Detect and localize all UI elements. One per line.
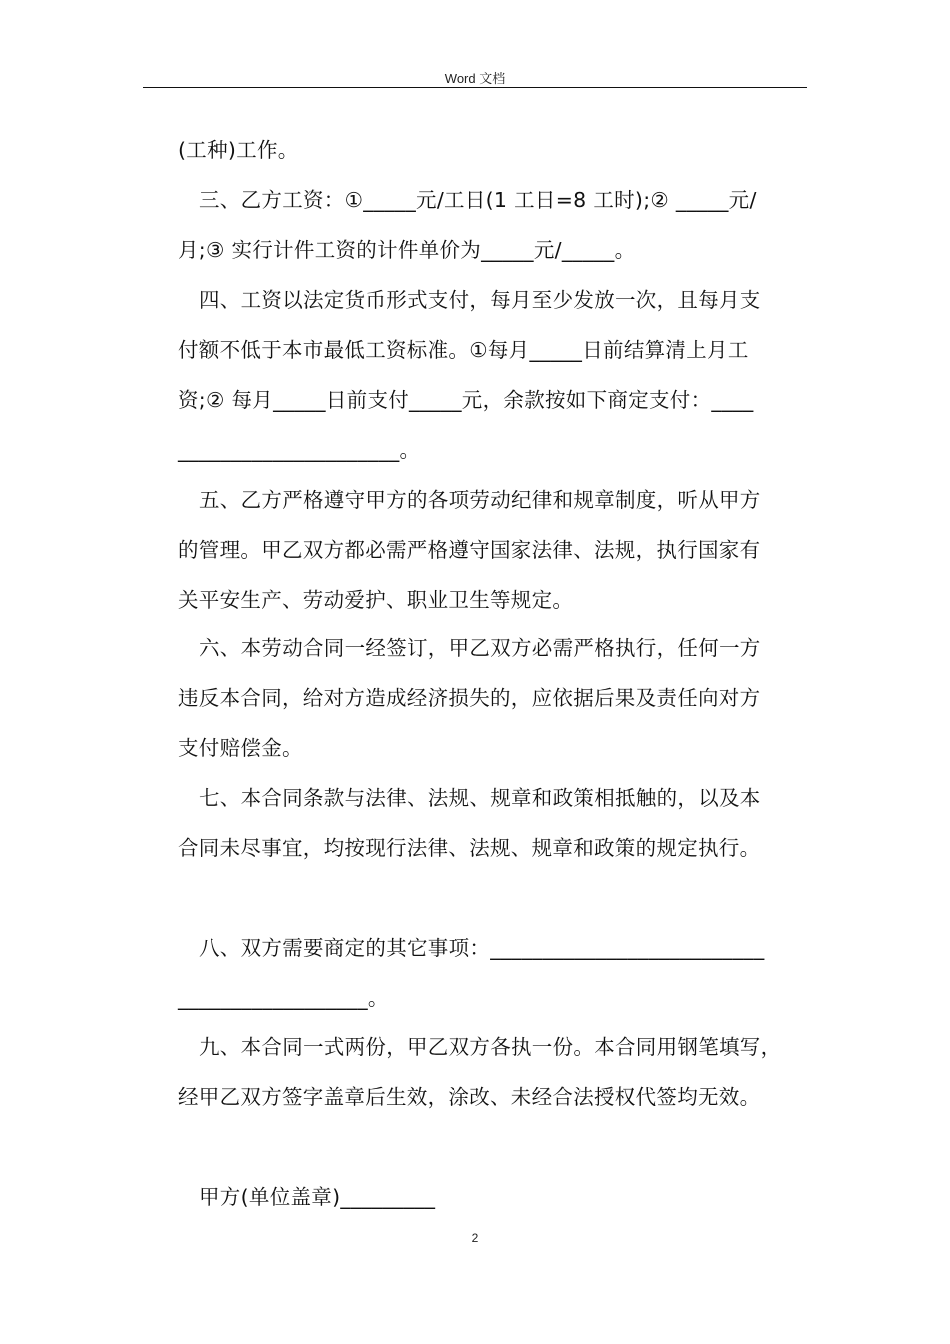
text-line: 六、本劳动合同一经签订，甲乙双方必需严格执行，任何一方	[199, 636, 761, 660]
text-line: _____________________。	[178, 438, 421, 462]
text-line: 关平安生产、劳动爱护、职业卫生等规定。	[178, 588, 574, 612]
header-divider	[143, 87, 807, 88]
signature-line-party-a: 甲方(单位盖章)_________	[199, 1185, 436, 1209]
text-line: 八、双方需要商定的其它事项：__________________________	[199, 936, 765, 960]
text-line: 九、本合同一式两份，甲乙双方各执一份。本合同用钢笔填写，	[199, 1035, 782, 1059]
text-line: 三、乙方工资：①_____元/工日(1 工日=8 工时);② _____元/	[199, 188, 757, 212]
text-line: 七、本合同条款与法律、法规、规章和政策相抵触的，以及本	[199, 786, 761, 810]
text-line: 违反本合同，给对方造成经济损失的，应依据后果及责任向对方	[178, 686, 761, 710]
text-line: (工种)工作。	[178, 138, 299, 162]
text-line: 合同未尽事宜，均按现行法律、法规、规章和政策的规定执行。	[178, 836, 761, 860]
text-line: 付额不低于本市最低工资标准。①每月_____日前结算清上月工	[178, 338, 749, 362]
page-number: 2	[471, 1231, 479, 1245]
page-header-title: Word 文档	[444, 71, 506, 86]
text-line: 支付赔偿金。	[178, 736, 303, 760]
text-line: __________________。	[178, 986, 389, 1010]
text-line: 月;③ 实行计件工资的计件单价为_____元/_____。	[178, 238, 636, 262]
text-line: 经甲乙双方签字盖章后生效，涂改、未经合法授权代签均无效。	[178, 1085, 761, 1109]
text-line: 五、乙方严格遵守甲方的各项劳动纪律和规章制度，听从甲方	[199, 488, 761, 512]
text-line: 资;② 每月_____日前支付_____元，余款按如下商定支付：____	[178, 388, 754, 412]
text-line: 的管理。甲乙双方都必需严格遵守国家法律、法规，执行国家有	[178, 538, 761, 562]
text-line: 四、工资以法定货币形式支付，每月至少发放一次，且每月支	[199, 288, 761, 312]
